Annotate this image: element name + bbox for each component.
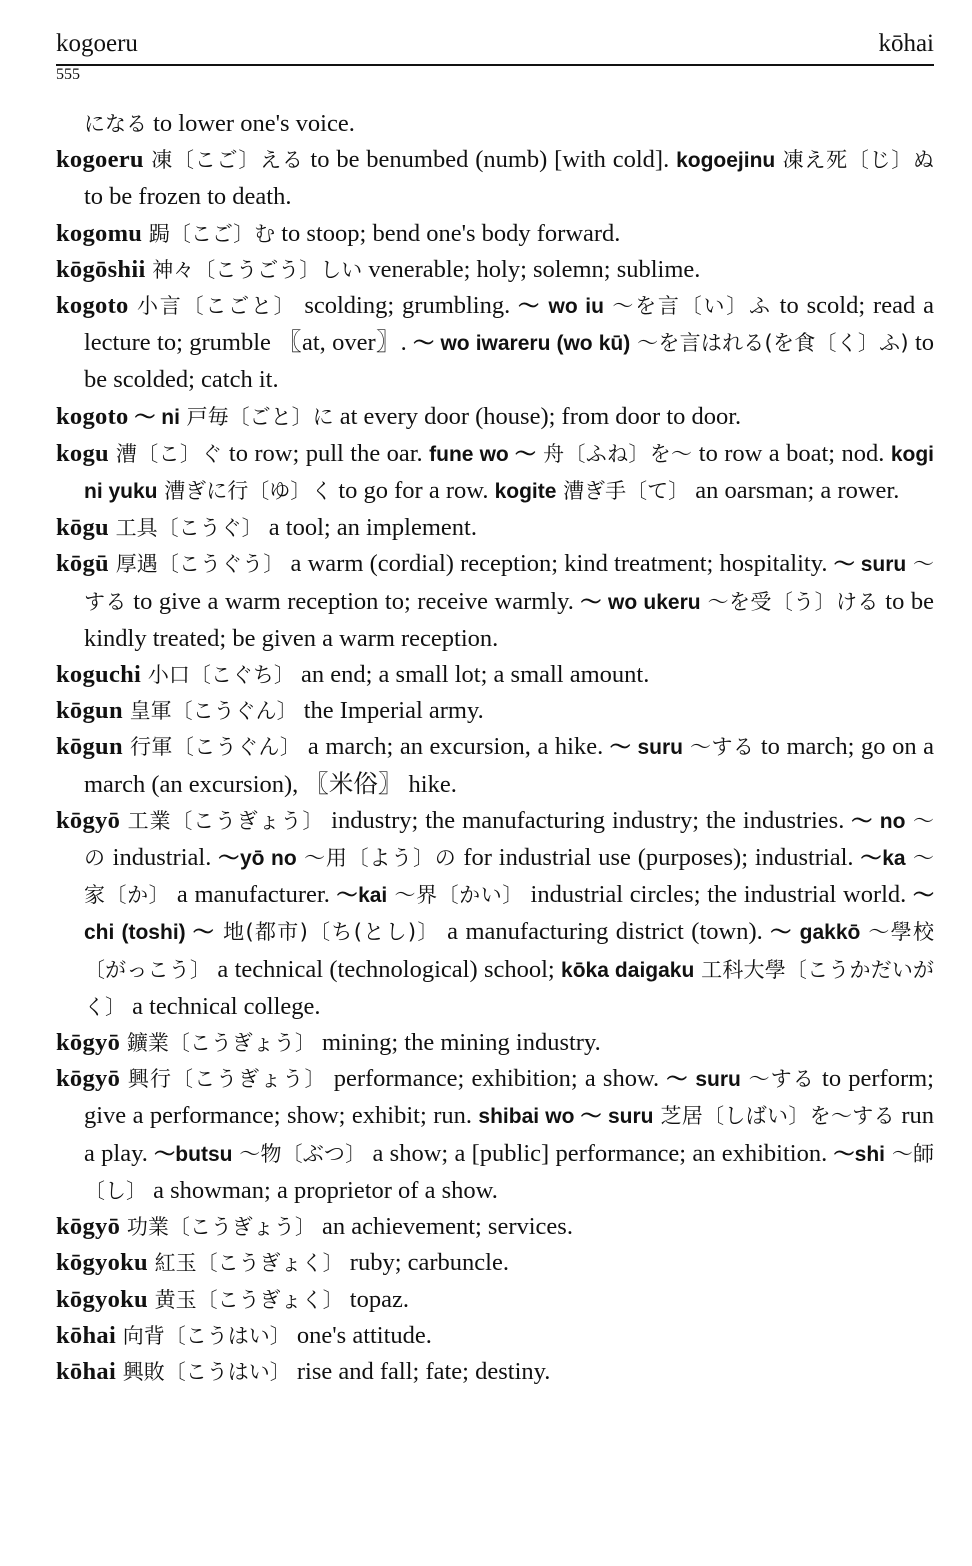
definition-text: to be kindly treated; be given a warm reception. — [84, 587, 934, 652]
japanese-text: 跼〔こご〕む — [142, 221, 276, 246]
definition-text: at every door (house); from door to door. — [333, 402, 742, 430]
definition-text: industrial. — [105, 844, 219, 872]
romanized-phrase: kogi ni yuku — [84, 442, 934, 504]
japanese-text: 神々〔こうごう〕しい — [145, 257, 363, 282]
headword: kōgōshii — [56, 255, 146, 283]
dictionary-entry — [56, 657, 934, 693]
dictionary-entry — [56, 1354, 934, 1390]
japanese-text: 芝居〔しばい〕を～する — [653, 1104, 895, 1129]
japanese-text: 戸毎〔ごと〕に — [179, 404, 334, 429]
japanese-text: 厚遇〔こうぐう〕 — [108, 552, 285, 577]
romanized-phrase: ～ ni — [128, 405, 180, 429]
romanized-phrase: ～ suru — [609, 736, 683, 760]
dictionary-entry — [56, 1245, 934, 1281]
definition-text: topaz. — [343, 1285, 409, 1313]
definition-text: performance; exhibition; a show. — [326, 1065, 667, 1093]
romanized-phrase: ～ wo iu — [518, 295, 604, 319]
romanized-phrase: kogoejinu — [676, 149, 776, 173]
definition-text: a warm (cordial) reception; kind treatment; hospitality. — [284, 550, 834, 578]
definition-text: venerable; holy; solemn; sublime. — [362, 255, 701, 283]
japanese-text: 小言〔こごと〕 — [128, 294, 297, 319]
definition-text: an oarsman; a rower. — [689, 477, 900, 505]
japanese-text: 凍〔こご〕える — [143, 148, 304, 173]
japanese-text: ～を言〔い〕ふ — [603, 294, 772, 319]
romanized-phrase: ～butsu — [154, 1142, 233, 1166]
definition-text: a technical college. — [126, 992, 321, 1020]
headword: kogoto — [56, 292, 129, 320]
japanese-text: ～物〔ぶつ〕 — [232, 1141, 367, 1166]
japanese-text: ～を受〔う〕ける — [700, 589, 879, 614]
japanese-text: 漕ぎに行〔ゆ〕く — [157, 479, 333, 504]
dictionary-entry — [56, 1282, 934, 1318]
japanese-text: 行軍〔こうぐん〕 — [122, 735, 302, 760]
romanized-phrase: shibai wo ～ suru — [478, 1105, 654, 1129]
definition-text: run a play. — [84, 1102, 934, 1167]
headword: kogu — [56, 439, 109, 467]
japanese-text: 皇軍〔こうぐん〕 — [122, 699, 298, 724]
definition-text: an achievement; services. — [315, 1213, 573, 1241]
headword: kogoeru — [56, 146, 144, 174]
japanese-text: ～する — [682, 735, 755, 760]
japanese-text: ～する — [740, 1067, 815, 1092]
romanized-phrase: ～chi (toshi) ～ — [84, 884, 934, 945]
headword: kōgyō — [56, 806, 121, 834]
definition-text: a tool; an implement. — [262, 514, 477, 542]
japanese-text: 小口〔こぐち〕 — [141, 663, 295, 688]
japanese-text: 黄玉〔こうぎょく〕 — [147, 1287, 344, 1312]
definition-text: to give a warm reception to; receive warmly. — [126, 587, 581, 615]
japanese-text: ～學校〔がっこう〕 — [84, 920, 934, 982]
headword: kogoto — [56, 402, 129, 430]
romanized-phrase: kōka daigaku — [561, 958, 695, 982]
dictionary-entry — [56, 546, 934, 657]
definition-text: to be frozen to death. — [84, 183, 292, 211]
japanese-text: 地(都市)〔ち(とし)〕 — [215, 920, 440, 945]
dictionary-entry — [56, 399, 934, 436]
japanese-text: ～を言はれる(を食〔く〕ふ) — [630, 331, 909, 356]
japanese-text: ～家〔か〕 — [84, 846, 934, 908]
definition-text: ruby; carbuncle. — [343, 1249, 509, 1277]
definition-text: to be benumbed (numb) [with cold]. — [303, 146, 677, 174]
page-header — [56, 26, 934, 66]
japanese-text: 功業〔こうぎょう〕 — [120, 1215, 316, 1240]
japanese-text: ～用〔よう〕の — [296, 846, 457, 871]
definition-text: one's attitude. — [290, 1321, 432, 1349]
romanized-phrase: ～ wo iwareru (wo kū) — [413, 332, 631, 356]
dictionary-entry — [56, 803, 934, 1025]
romanized-phrase: ～shi — [833, 1142, 885, 1166]
definition-text: an end; a small lot; a small amount. — [294, 661, 650, 689]
definition-text: mining; the mining industry. — [315, 1029, 601, 1057]
romanized-phrase: ～ka — [860, 847, 906, 871]
header-guide-word-left: kogoeru — [56, 30, 138, 57]
japanese-text: 漕ぎ手〔て〕 — [556, 479, 690, 504]
headword: kōgyoku — [56, 1285, 148, 1313]
romanized-phrase: ～ gakkō — [770, 921, 861, 945]
definition-text: rise and fall; fate; destiny. — [290, 1357, 551, 1385]
definition-text: a technical (technological) school; — [211, 955, 562, 983]
definition-text: a march; an excursion, a hike. — [301, 733, 610, 761]
romanized-phrase: ～ suru — [666, 1068, 741, 1092]
japanese-text: 興行〔こうぎょう〕 — [120, 1067, 327, 1092]
japanese-text: 鑛業〔こうぎょう〕 — [120, 1031, 316, 1056]
dictionary-entry — [56, 1061, 934, 1209]
headword: kogomu — [56, 219, 143, 247]
japanese-text: 凍え死〔じ〕ぬ — [775, 148, 934, 173]
dictionary-entry — [56, 510, 934, 546]
japanese-text: 向背〔こうはい〕 — [116, 1323, 291, 1348]
japanese-text: 工科大學〔こうかだいがく〕 — [84, 957, 935, 1019]
headword: kōgyō — [56, 1065, 121, 1093]
definition-text: a showman; a proprietor of a show. — [147, 1176, 498, 1204]
headword: kōhai — [56, 1321, 117, 1349]
definition-text: a manufacturer. — [170, 881, 337, 909]
romanized-phrase: kogite — [494, 480, 557, 504]
dictionary-entry — [56, 288, 934, 399]
definition-text: the Imperial army. — [297, 697, 484, 725]
definition-text: to row; pull the oar. — [222, 439, 430, 467]
definition-text: industry; the manufacturing industry; the industries. — [324, 806, 852, 834]
japanese-text: ～界〔かい〕 — [387, 883, 524, 908]
definition-text: to stoop; bend one's body forward. — [275, 219, 621, 247]
dictionary-entry — [56, 142, 934, 215]
japanese-text: ～する — [84, 552, 934, 614]
dictionary-entry — [56, 1318, 934, 1354]
japanese-text: 漕〔こ〕ぐ — [108, 441, 223, 466]
japanese-text: ～の — [84, 808, 934, 871]
header-guide-word-right: kōhai — [878, 30, 934, 57]
romanized-phrase: ～ no — [851, 809, 906, 833]
definition-text: for industrial use (purposes); industrial. — [456, 844, 861, 872]
japanese-text: 舟〔ふね〕を～ — [536, 441, 693, 466]
definition-text: to lower one's voice. — [147, 110, 355, 137]
romanized-phrase: ～ suru — [833, 553, 907, 577]
romanized-phrase: fune wo ～ — [429, 442, 537, 466]
headword: kōgun — [56, 733, 123, 761]
dictionary-entry — [56, 106, 934, 142]
definition-text: scolding; grumbling. — [296, 292, 519, 320]
dictionary-entry — [56, 436, 934, 510]
headword: kōgyō — [56, 1213, 121, 1241]
japanese-text: 工具〔こうぐ〕 — [108, 516, 263, 541]
definition-text: to go for a row. — [332, 477, 495, 505]
japanese-text: 工業〔こうぎょう〕 — [120, 808, 325, 833]
dictionary-entry — [56, 1209, 934, 1245]
definition-text: to be scolded; catch it. — [84, 329, 935, 394]
dictionary-entry — [56, 729, 934, 802]
romanized-phrase: ～ wo ukeru — [580, 590, 701, 614]
definition-text: to row a boat; nod. — [692, 439, 891, 467]
headword: kōgu — [56, 514, 109, 542]
definition-text: industrial circles; the industrial world. — [523, 881, 913, 909]
japanese-text: になる — [84, 112, 147, 136]
japanese-text: 興敗〔こうはい〕 — [116, 1359, 291, 1384]
dictionary-entry — [56, 1025, 934, 1061]
definition-text: to march; go on a march (an excursion), 〖米俗〗 hike. — [84, 733, 934, 798]
dictionary-entry — [56, 252, 934, 288]
definition-text: a show; a [public] performance; an exhibition. — [366, 1139, 834, 1167]
page-number: 555 — [56, 66, 80, 83]
headword: kōgun — [56, 697, 123, 725]
headword: kōhai — [56, 1357, 117, 1385]
japanese-text: ～師〔し〕 — [84, 1141, 934, 1203]
entry-list — [56, 106, 934, 1390]
definition-text: a manufacturing district (town). — [439, 918, 771, 946]
headword: kōgū — [56, 550, 109, 578]
dictionary-entry — [56, 693, 934, 729]
romanized-phrase: ～kai — [336, 884, 388, 908]
japanese-text: 紅玉〔こうぎょく〕 — [147, 1251, 344, 1276]
headword: koguchi — [56, 661, 142, 689]
dictionary-entry — [56, 216, 934, 252]
definition-text: to scold; read a lecture to; grumble 〖at, over〗. — [84, 292, 934, 357]
headword: kōgyoku — [56, 1249, 148, 1277]
romanized-phrase: ～yō no — [218, 847, 297, 871]
headword: kōgyō — [56, 1029, 121, 1057]
definition-text: to perform; give a performance; show; exhibit; run. — [84, 1065, 934, 1130]
